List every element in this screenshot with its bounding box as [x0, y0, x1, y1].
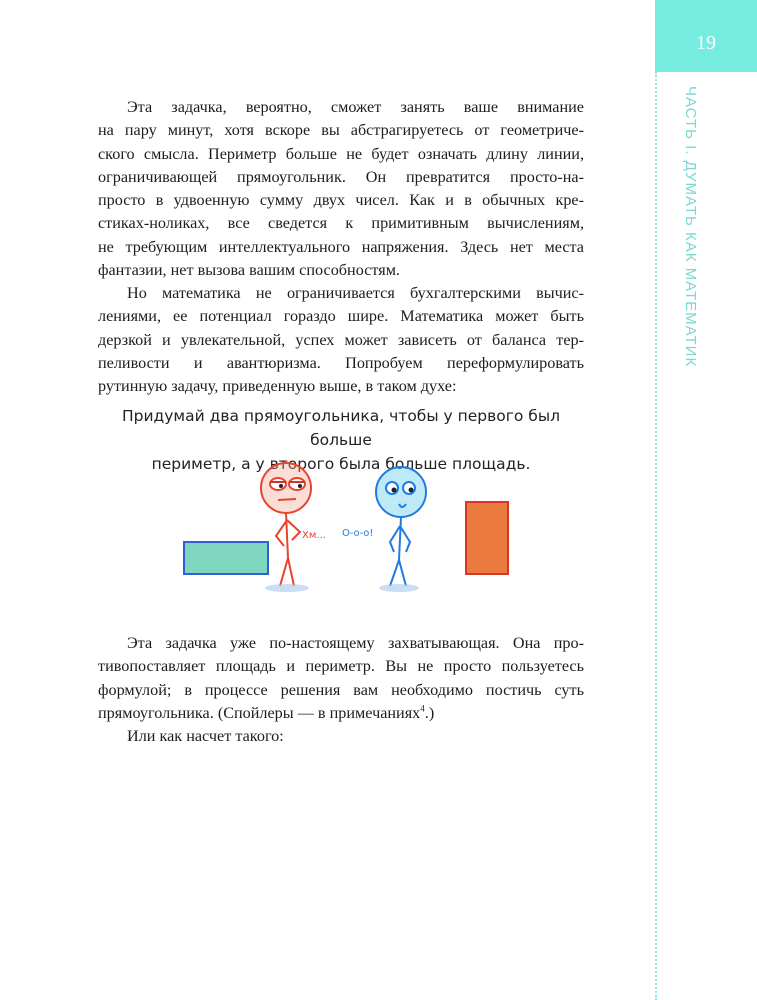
- caption-line: периметр, а у второго была больше площадь.: [151, 455, 531, 473]
- text-line: фантазии, нет вызова вашим способностям.: [98, 261, 400, 280]
- wide-rectangle: [184, 542, 268, 574]
- speech-left: Хм...: [302, 530, 326, 541]
- text-line-with-footnote: [98, 702, 584, 725]
- text-fragment: .): [424, 703, 435, 722]
- text-line: на пару минут, хотя вскоре вы абстрагируетесь от геометриче-: [98, 121, 584, 140]
- margin-divider: [655, 72, 657, 1000]
- blue-stick-figure: [376, 467, 426, 586]
- text-line: Но математика не ограничивается бухгалтерскими вычис-: [127, 284, 584, 302]
- text-line: Эта задачка уже по-настоящему захватывающая. Она про-: [127, 634, 584, 652]
- footnote-ref[interactable]: 4: [420, 703, 425, 714]
- text-line: ского смысла. Периметр больше не будет означать длину линии,: [98, 144, 584, 163]
- text-line: ограничивающей прямоугольник. Он превратится просто-на-: [98, 167, 584, 186]
- page-number: 19: [696, 32, 716, 54]
- text-line: лениями, ее потенциал гораздо шире. Математика может быть: [98, 307, 584, 326]
- paragraph-2: [98, 282, 584, 398]
- text-line: Эта задачка, вероятно, сможет занять ваше внимание: [127, 98, 584, 116]
- text-line: рутинную задачу, приведенную выше, в таком духе:: [98, 377, 457, 396]
- text-line: Или как насчет такого:: [127, 727, 284, 746]
- text-line: стиках-ноликах, все сведется к примитивным вычислениям,: [98, 214, 584, 233]
- paragraph-3: [98, 632, 584, 748]
- speech-right: О-о-о!: [342, 528, 374, 539]
- caption-line: Придумай два прямоугольника, чтобы у первого был больше: [121, 407, 561, 449]
- tall-rectangle: [466, 502, 508, 574]
- paragraph-1: [98, 96, 584, 282]
- text-line: просто в удвоенную сумму двух чисел. Как и в обычных кре-: [98, 191, 584, 210]
- text-fragment: прямоугольника. (Спойлеры — в примечаниях: [98, 703, 421, 722]
- text-line: не требующим интеллектуального напряжения. Здесь нет места: [98, 237, 584, 256]
- text-line: дерзкой и увлекательной, успех может зависеть от баланса тер-: [98, 330, 584, 349]
- stick-figures-illustration: [180, 458, 530, 608]
- text-line: тивопоставляет площадь и периметр. Вы не просто пользуетесь: [98, 657, 584, 676]
- text-line: формулой; в процессе решения вам необходимо постичь суть: [98, 680, 584, 699]
- chapter-label: ЧАСТЬ I. ДУМАТЬ КАК МАТЕМАТИК: [682, 86, 699, 368]
- text-line: пеливости и авантюризма. Попробуем переформулировать: [98, 353, 584, 372]
